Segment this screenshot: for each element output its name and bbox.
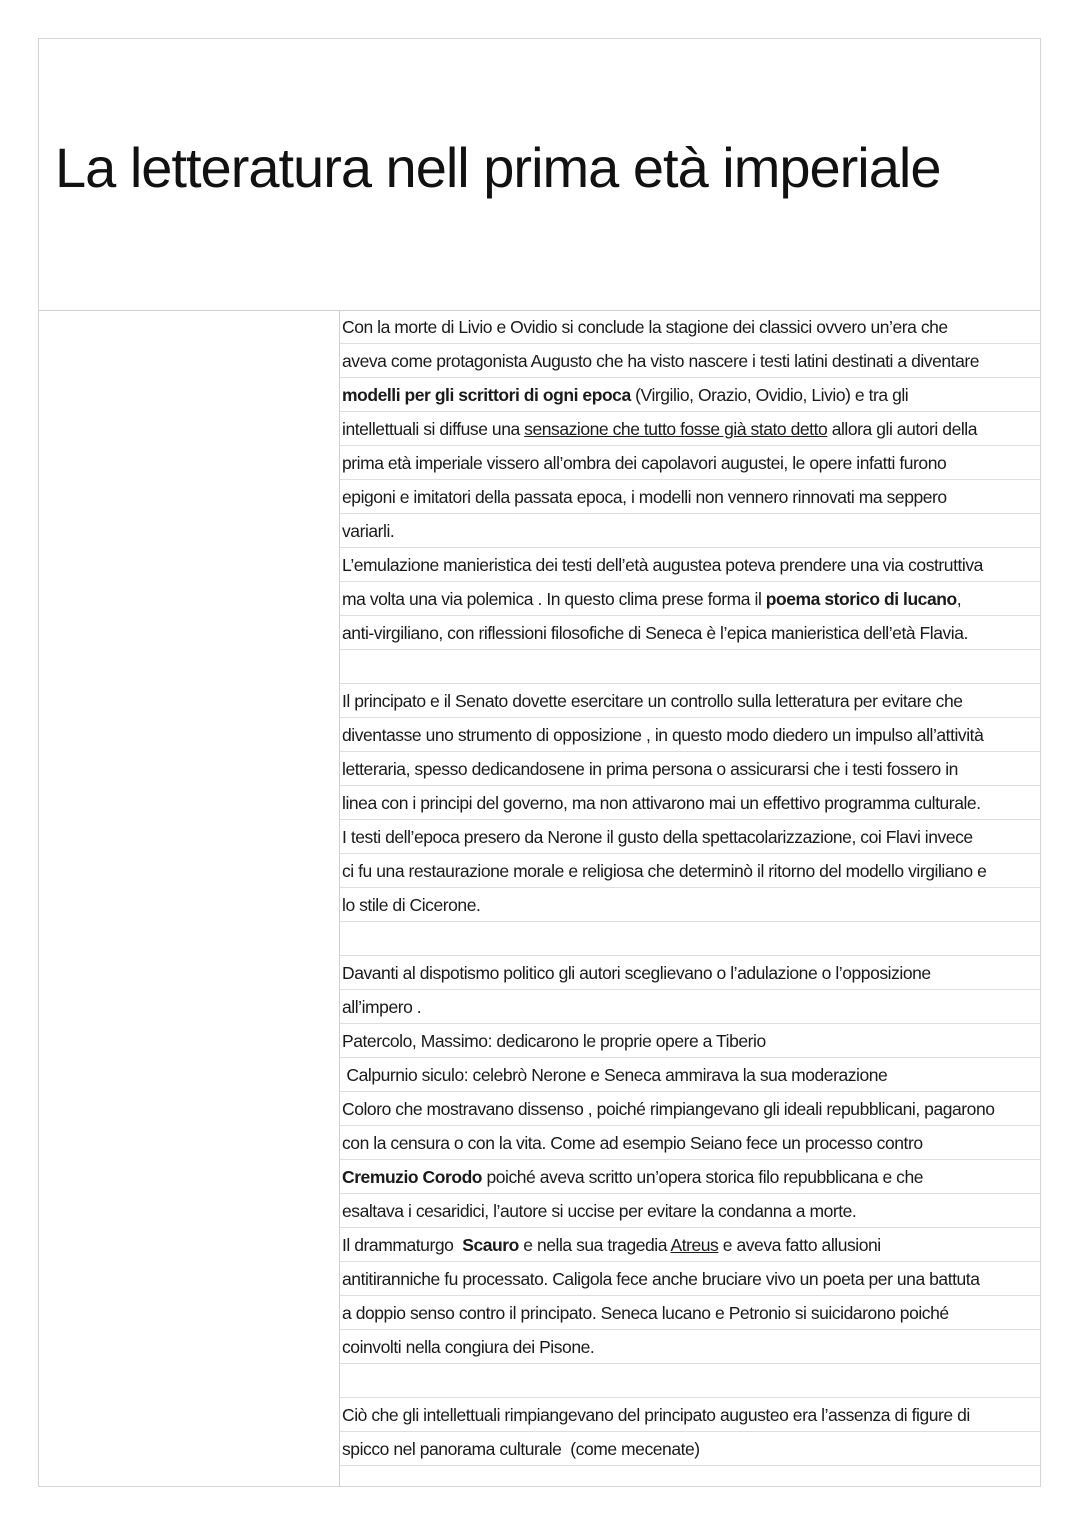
text-segment: letteraria, spesso dedicandosene in prima persona o assicurarsi che i testi fossero in: [342, 759, 958, 779]
text-segment: aveva come protagonista Augusto che ha visto nascere i testi latini destinati a diventare: [342, 351, 980, 371]
text-line: [340, 412, 1040, 446]
blank-line: [340, 922, 1040, 956]
text-segment: e nella sua tragedia: [518, 1235, 671, 1255]
text-segment: poiché aveva scritto un’opera storica filo repubblicana e che: [482, 1167, 924, 1187]
text-segment: diventasse uno strumento di opposizione , in questo modo diedero un impulso all’attività: [342, 725, 984, 745]
text-segment: lo stile di Cicerone.: [342, 895, 481, 915]
text-line: [340, 684, 1040, 718]
text-segment: all’impero .: [342, 997, 422, 1017]
underlined-text: sensazione che tutto fosse già stato detto: [524, 419, 828, 439]
text-segment: linea con i principi del governo, ma non attivarono mai un effettivo programma culturale.: [342, 793, 981, 813]
text-segment: spicco nel panorama culturale (come mecenate): [342, 1439, 700, 1459]
text-segment: Il principato e il Senato dovette esercitare un controllo sulla letteratura per evitare che: [342, 691, 963, 711]
text-line: [340, 1024, 1040, 1058]
page-frame: [38, 38, 1041, 1487]
text-line: [340, 752, 1040, 786]
text-line: [340, 1058, 1040, 1092]
text-line: [340, 1398, 1040, 1432]
text-segment: Il drammaturgo: [342, 1235, 463, 1255]
text-line: [340, 718, 1040, 752]
text-segment: Coloro che mostravano dissenso , poiché rimpiangevano gli ideali repubblicani, pagarono: [342, 1099, 995, 1119]
blank-line: [340, 1364, 1040, 1398]
text-segment: variarli.: [342, 521, 395, 541]
text-line: [340, 378, 1040, 412]
text-line: [340, 514, 1040, 548]
text-segment: a doppio senso contro il principato. Seneca lucano e Petronio si suicidarono poiché: [342, 1303, 949, 1323]
bold-text: modelli per gli scrittori di ogni epoca: [342, 385, 631, 405]
text-segment: ci fu una restaurazione morale e religiosa che determinò il ritorno del modello virgiliano e: [342, 861, 987, 881]
title-section: [39, 39, 1040, 311]
margin-column: [39, 310, 340, 1486]
text-line: [340, 1262, 1040, 1296]
text-segment: esaltava i cesaridici, l’autore si uccise per evitare la condanna a morte.: [342, 1201, 857, 1221]
text-segment: e aveva fatto allusioni: [718, 1235, 881, 1255]
text-line: [340, 1194, 1040, 1228]
text-segment: (Virgilio, Orazio, Ovidio, Livio) e tra gli: [630, 385, 909, 405]
text-line: [340, 480, 1040, 514]
text-segment: Con la morte di Livio e Ovidio si conclude la stagione dei classici ovvero un’era che: [342, 317, 948, 337]
text-line: [340, 820, 1040, 854]
text-line: [340, 1330, 1040, 1364]
text-segment: con la censura o con la vita. Come ad esempio Seiano fece un processo contro: [342, 1133, 923, 1153]
underlined-text: Atreus: [670, 1235, 719, 1255]
text-line: [340, 1296, 1040, 1330]
text-line: [340, 786, 1040, 820]
text-segment: Patercolo, Massimo: dedicarono le proprie opere a Tiberio: [342, 1031, 766, 1051]
text-line: [340, 888, 1040, 922]
text-segment: antitiranniche fu processato. Caligola fece anche bruciare vivo un poeta per una battuta: [342, 1269, 980, 1289]
text-line: [340, 1432, 1040, 1466]
text-line: [340, 344, 1040, 378]
text-line: [340, 582, 1040, 616]
text-line: [340, 616, 1040, 650]
text-line: [340, 1160, 1040, 1194]
text-line: [340, 548, 1040, 582]
text-segment: Davanti al dispotismo politico gli autori sceglievano o l’adulazione o l’opposizione: [342, 963, 931, 983]
text-line: [340, 990, 1040, 1024]
text-segment: ,: [956, 589, 962, 609]
page-title: La letteratura nell prima età imperiale: [55, 136, 941, 199]
notes-body: [340, 310, 1040, 1466]
text-segment: Calpurnio siculo: celebrò Nerone e Seneca ammirava la sua moderazione: [342, 1065, 888, 1085]
bold-text: Scauro: [462, 1235, 519, 1255]
text-line: [340, 956, 1040, 990]
text-segment: allora gli autori della: [827, 419, 978, 439]
text-segment: ma volta una via polemica . In questo clima prese forma il: [342, 589, 766, 609]
bold-text: Cremuzio Corodo: [342, 1167, 483, 1187]
text-line: [340, 1092, 1040, 1126]
text-line: [340, 1228, 1040, 1262]
text-segment: epigoni e imitatori della passata epoca, i modelli non vennero rinnovati ma seppero: [342, 487, 947, 507]
text-segment: I testi dell’epoca presero da Nerone il gusto della spettacolarizzazione, coi Flavi invece: [342, 827, 973, 847]
text-segment: prima età imperiale vissero all’ombra dei capolavori augustei, le opere infatti furono: [342, 453, 947, 473]
text-line: [340, 1126, 1040, 1160]
text-segment: intellettuali si diffuse una: [342, 419, 525, 439]
bold-text: poema storico di lucano: [765, 589, 957, 609]
text-segment: Ciò che gli intellettuali rimpiangevano del principato augusteo era l’assenza di figure di: [342, 1405, 970, 1425]
blank-line: [340, 650, 1040, 684]
text-line: [340, 446, 1040, 480]
text-line: [340, 854, 1040, 888]
text-segment: L’emulazione manieristica dei testi dell’età augustea poteva prendere una via costruttiva: [342, 555, 983, 575]
text-segment: anti-virgiliano, con riflessioni filosofiche di Seneca è l’epica manieristica dell’età Flavia.: [342, 623, 968, 643]
text-segment: coinvolti nella congiura dei Pisone.: [342, 1337, 595, 1357]
text-line: [340, 310, 1040, 344]
